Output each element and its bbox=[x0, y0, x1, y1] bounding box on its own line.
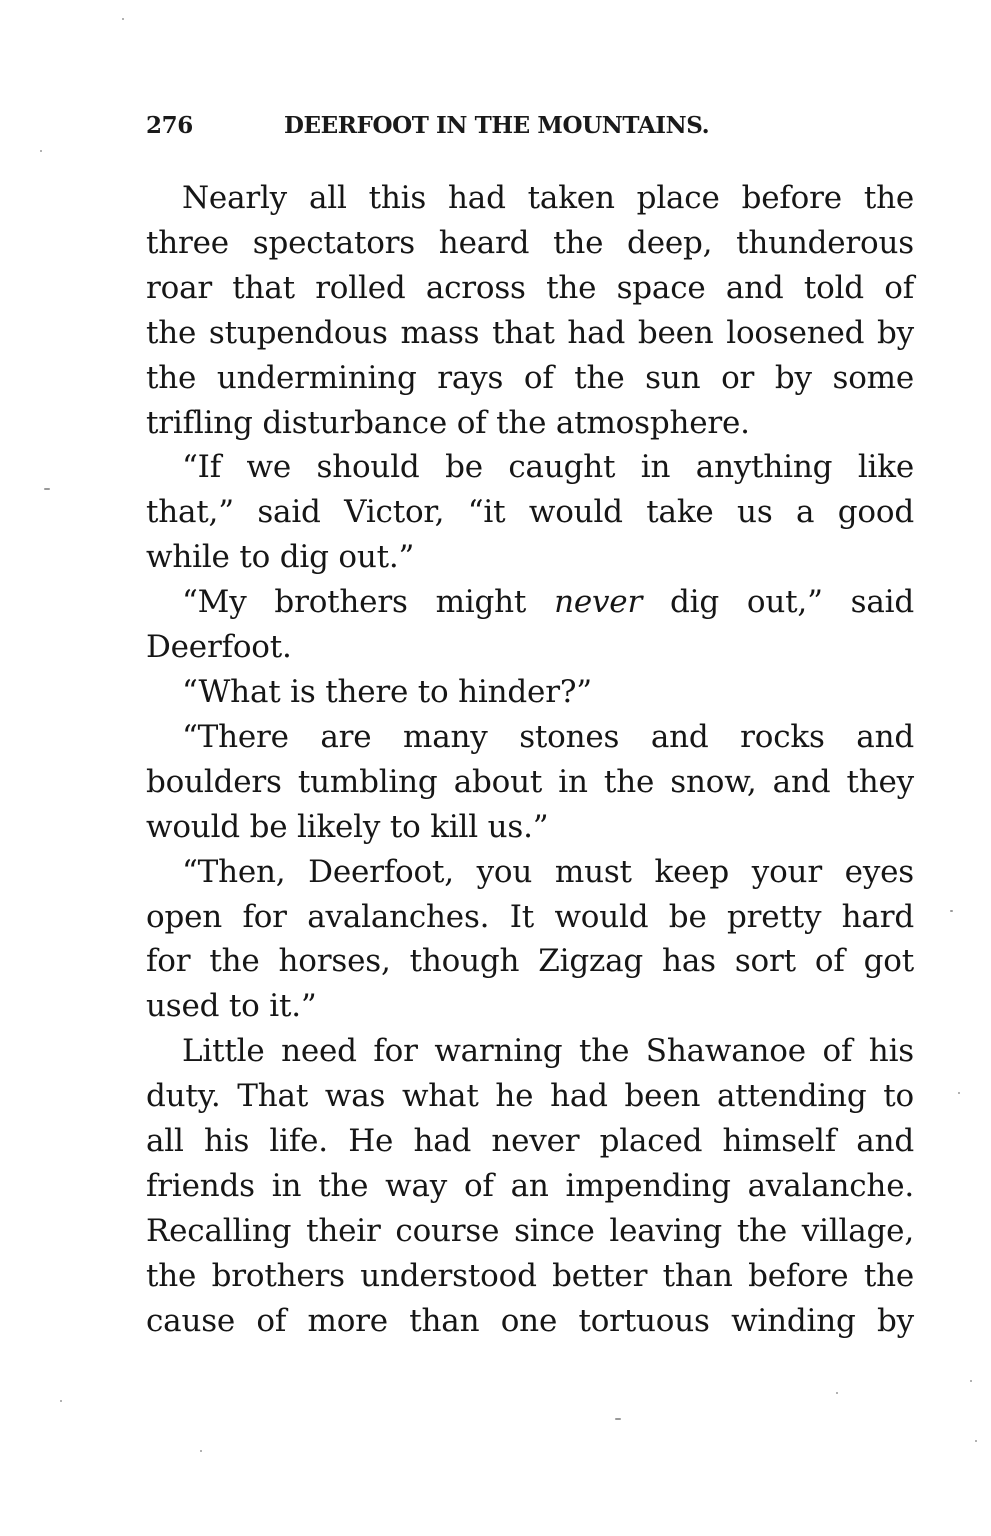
text-line: used to it.” bbox=[146, 988, 317, 1025]
scan-speck bbox=[615, 1418, 621, 1420]
text-line: all his life. He had never placed himself and bbox=[146, 1123, 914, 1160]
text-line: “What is there to hinder?” bbox=[182, 673, 592, 710]
text-line: roar that rolled across the space and told of bbox=[146, 269, 914, 306]
text-segment: “My brothers might bbox=[182, 584, 555, 621]
text-line: open for avalanches. It would be pretty hard bbox=[146, 898, 914, 935]
page-header bbox=[146, 112, 916, 152]
paragraph-5 bbox=[146, 715, 914, 850]
text-line: Recalling their course since leaving the village, bbox=[146, 1212, 914, 1249]
text-line: for the horses, though Zigzag has sort of got bbox=[146, 943, 914, 980]
scan-speck bbox=[40, 150, 42, 152]
scan-speck bbox=[836, 1392, 838, 1394]
scan-speck bbox=[970, 1380, 972, 1382]
text-line: Deerfoot. bbox=[146, 629, 292, 666]
scan-speck bbox=[975, 1440, 977, 1442]
scan-speck bbox=[60, 1400, 62, 1402]
scan-speck bbox=[200, 1450, 202, 1452]
text-line: duty. That was what he had been attending to bbox=[146, 1078, 914, 1115]
emphasized-word: never bbox=[554, 584, 643, 621]
page-number: 276 bbox=[146, 112, 193, 139]
text-line: three spectators heard the deep, thunderous bbox=[146, 224, 914, 261]
text-line: that,” said Victor, “it would take us a good bbox=[146, 494, 914, 531]
scan-speck bbox=[950, 910, 953, 912]
text-line: “There are many stones and rocks and bbox=[182, 718, 914, 755]
paragraph-1 bbox=[146, 176, 914, 445]
text-segment: dig out,” said bbox=[642, 584, 914, 621]
scan-speck bbox=[44, 488, 50, 490]
paragraph-4 bbox=[146, 670, 914, 715]
text-line: friends in the way of an impending avalanche. bbox=[146, 1167, 914, 1204]
text-line-with-emphasis bbox=[146, 580, 914, 625]
text-line: trifling disturbance of the atmosphere. bbox=[146, 404, 750, 441]
text-line: the stupendous mass that had been loosened by bbox=[146, 314, 914, 351]
scan-speck bbox=[958, 1092, 960, 1094]
text-line: Nearly all this had taken place before the bbox=[182, 180, 914, 216]
paragraph-2 bbox=[146, 445, 914, 580]
paragraph-3 bbox=[146, 580, 914, 670]
text-line: Little need for warning the Shawanoe of his bbox=[182, 1033, 914, 1070]
paragraph-6 bbox=[146, 850, 914, 1030]
text-line: while to dig out.” bbox=[146, 539, 415, 576]
body-text bbox=[146, 176, 914, 1344]
scan-speck bbox=[122, 18, 124, 20]
text-line: the brothers understood better than before the bbox=[146, 1257, 914, 1294]
paragraph-7 bbox=[146, 1029, 914, 1343]
text-line: “Then, Deerfoot, you must keep your eyes bbox=[182, 853, 914, 890]
text-line: boulders tumbling about in the snow, and they bbox=[146, 763, 914, 800]
text-line: cause of more than one tortuous winding by bbox=[146, 1302, 914, 1339]
text-line: the undermining rays of the sun or by some bbox=[146, 359, 914, 396]
running-title: DEERFOOT IN THE MOUNTAINS. bbox=[284, 112, 710, 139]
text-line: would be likely to kill us.” bbox=[146, 808, 549, 845]
text-line: “If we should be caught in anything like bbox=[182, 449, 914, 486]
